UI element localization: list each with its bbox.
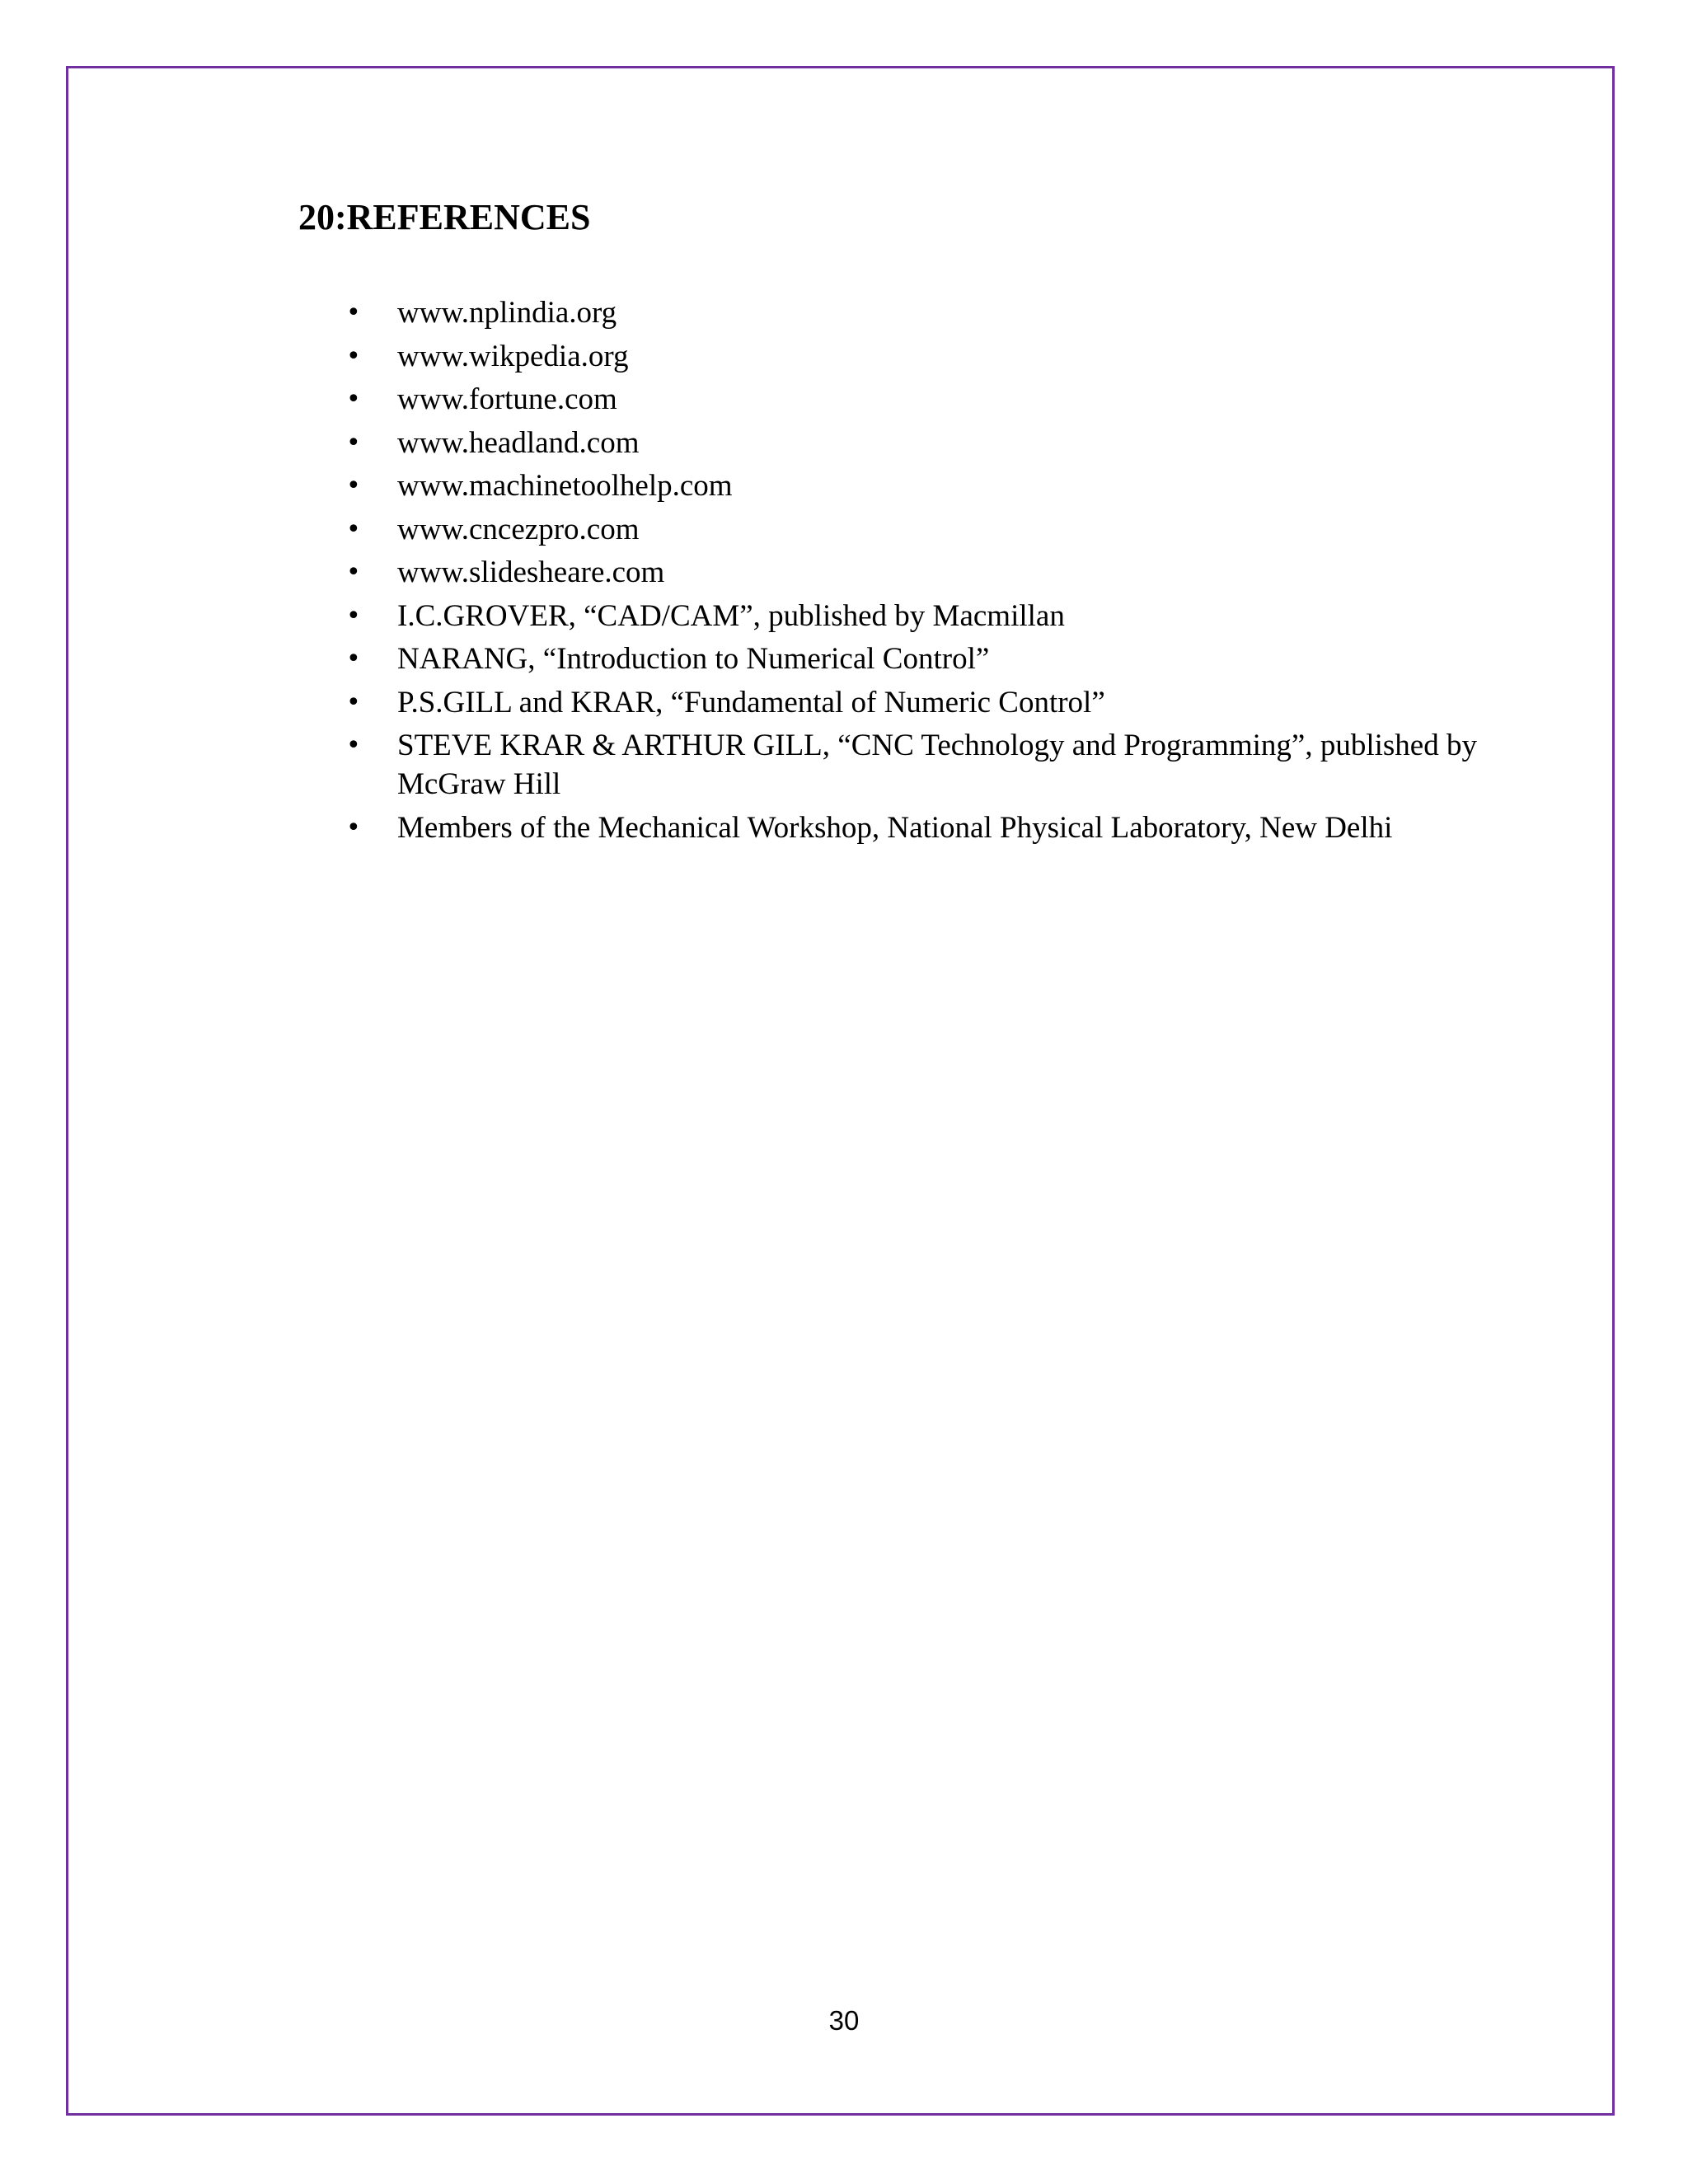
reference-text: www.cncezpro.com (397, 512, 640, 546)
reference-text: NARANG, “Introduction to Numerical Control” (397, 642, 990, 676)
bullet-icon: • (346, 385, 361, 414)
reference-text: P.S.GILL and KRAR, “Fundamental of Numeric Control” (397, 685, 1105, 719)
reference-text: www.nplindia.org (397, 296, 617, 330)
reference-text: I.C.GROVER, “CAD/CAM”, published by Macmillan (397, 598, 1065, 633)
bullet-icon: • (346, 471, 361, 500)
page-number: 30 (828, 2005, 860, 2036)
bullet-icon: • (346, 428, 361, 457)
bullet-icon: • (346, 514, 361, 544)
section-heading: 20:REFERENCES (298, 197, 591, 237)
list-item (346, 424, 1500, 462)
list-item (346, 640, 1500, 678)
reference-text: www.wikpedia.org (397, 339, 629, 373)
list-item (346, 466, 1500, 505)
reference-text: www.fortune.com (397, 382, 617, 416)
list-item (346, 293, 1500, 332)
reference-text: www.machinetoolhelp.com (397, 469, 733, 503)
list-item (346, 510, 1500, 549)
bullet-icon: • (346, 731, 361, 760)
reference-text: www.headland.com (397, 425, 640, 460)
list-item (346, 337, 1500, 376)
bullet-icon: • (346, 813, 361, 842)
bullet-icon: • (346, 687, 361, 717)
bullet-icon: • (346, 644, 361, 673)
list-item (346, 808, 1500, 847)
reference-list (346, 293, 1500, 851)
list-item (346, 553, 1500, 592)
list-item (346, 726, 1500, 804)
reference-text: www.slidesheare.com (397, 555, 665, 589)
bullet-icon: • (346, 341, 361, 371)
list-item (346, 380, 1500, 419)
bullet-icon: • (346, 558, 361, 587)
list-item (346, 683, 1500, 722)
bullet-icon: • (346, 298, 361, 327)
bullet-icon: • (346, 601, 361, 630)
list-item (346, 597, 1500, 635)
reference-text: Members of the Mechanical Workshop, National Physical Laboratory, New Delhi (397, 810, 1393, 845)
reference-text: STEVE KRAR & ARTHUR GILL, “CNC Technology and Programming”, published by McGraw Hill (397, 729, 1477, 801)
